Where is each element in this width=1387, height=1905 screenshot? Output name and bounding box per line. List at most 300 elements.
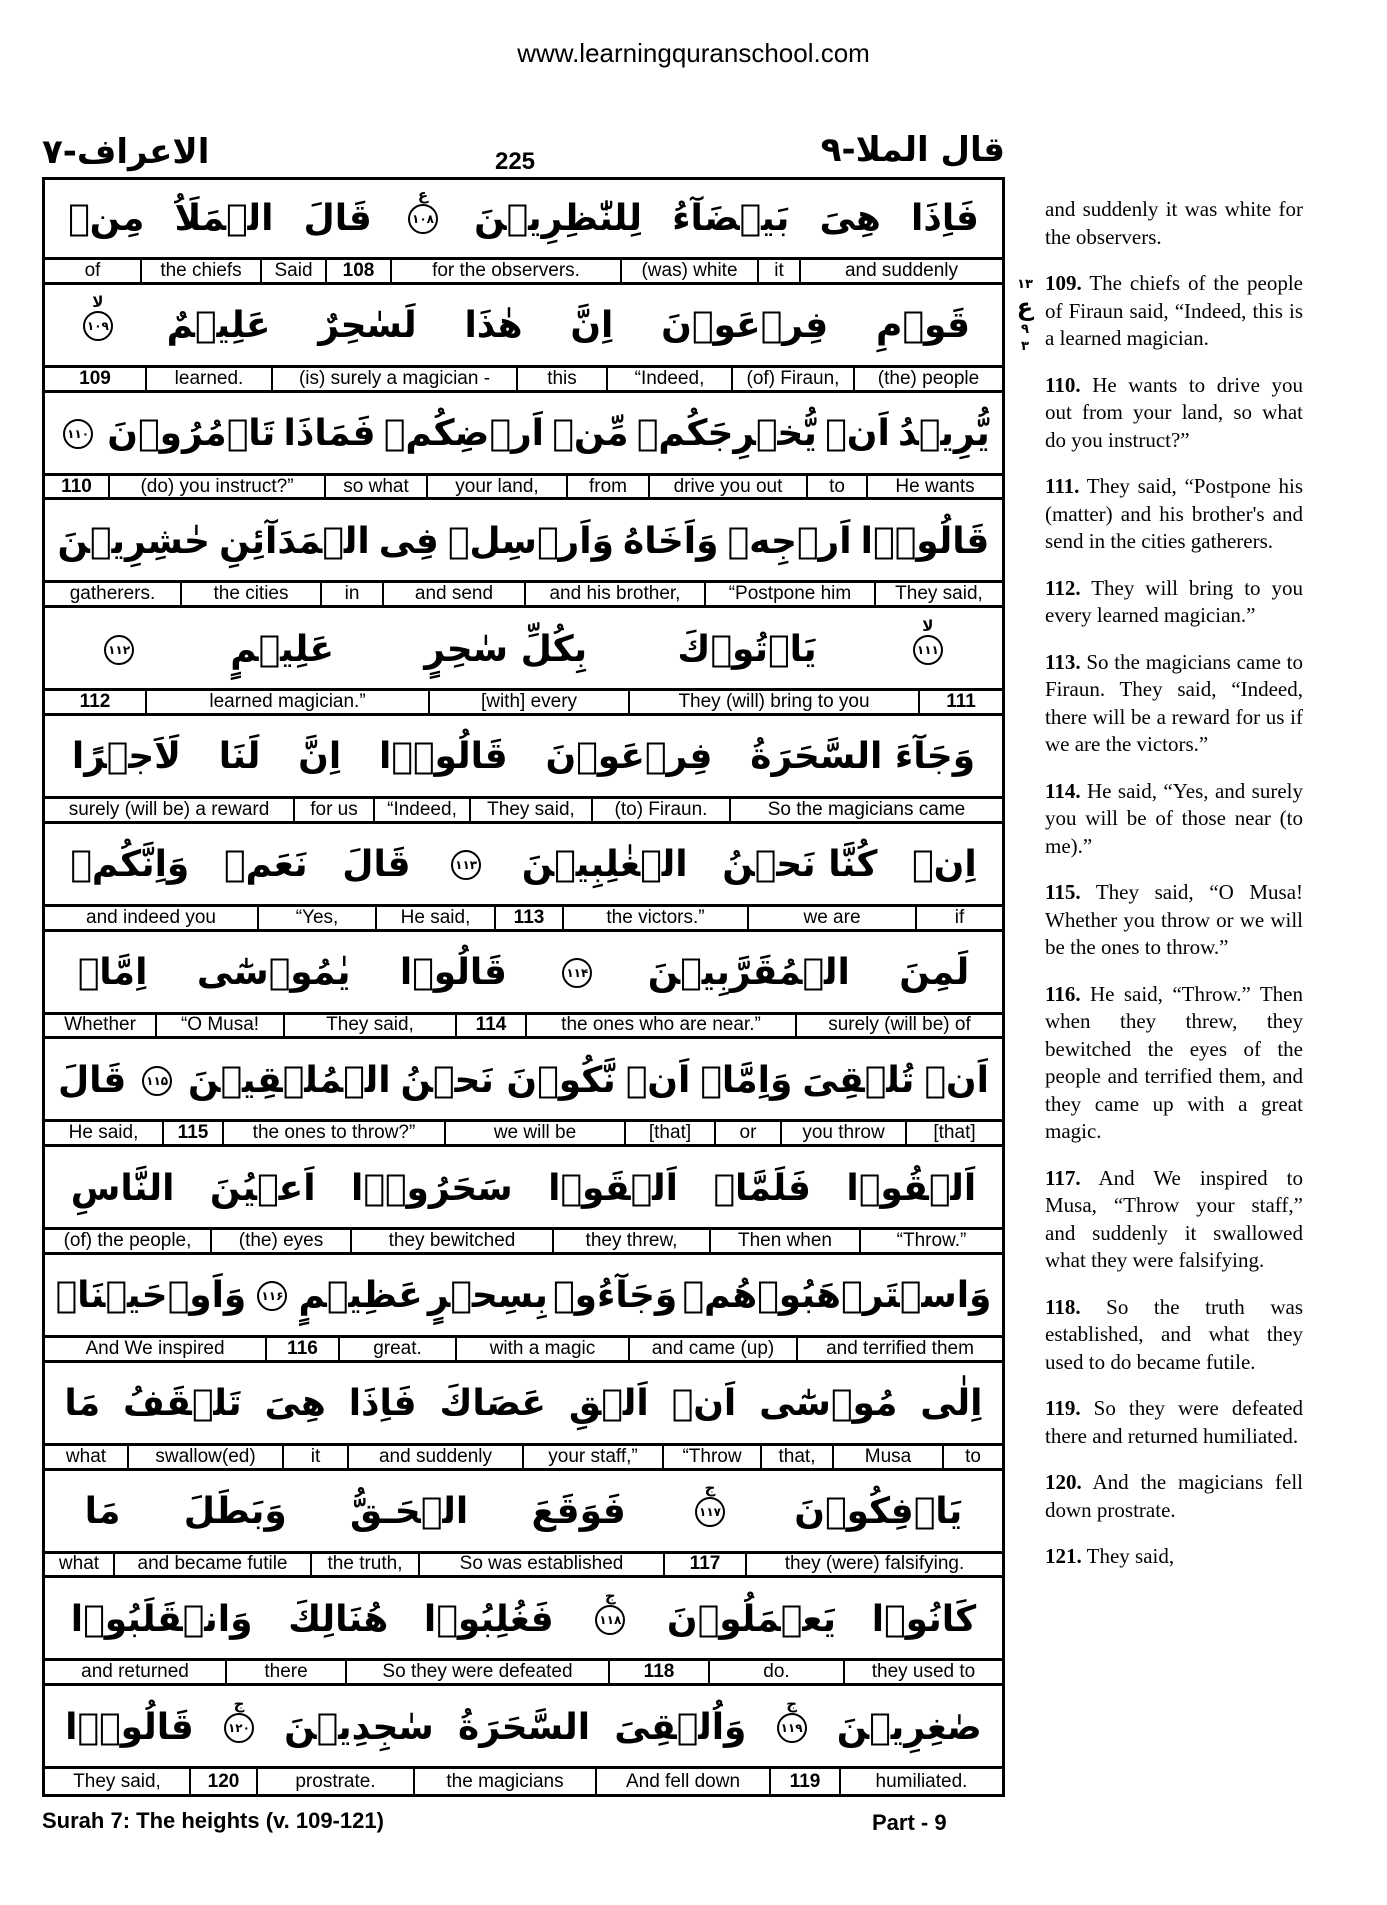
arabic-word: يَاۡتُوۡكَ (677, 628, 817, 670)
verse-number-cell: 114 (455, 1015, 525, 1037)
gloss-cell: “Throw.” (859, 1230, 1002, 1252)
arabic-word: وَجَآءَ السَّحَرَةُ (750, 736, 976, 778)
arabic-word: تُلۡقِىَ (802, 1059, 915, 1101)
arabic-line (45, 1150, 1002, 1230)
verse-number-cell: 117 (663, 1554, 745, 1576)
arabic-word: كَانُوۡا (871, 1598, 977, 1640)
verse-row (45, 503, 1002, 611)
arabic-word: هٰذَا (464, 305, 523, 347)
pause-sign: ج (704, 1479, 716, 1498)
verse-end-marker-icon (224, 1713, 254, 1743)
verse-number-cell: 120 (189, 1769, 256, 1794)
arabic-word: مَا (84, 1491, 121, 1533)
arabic-word: عَصَاكَ (439, 1383, 547, 1425)
gloss-cell: Musa (832, 1446, 942, 1468)
arabic-word: اَلۡقِ (568, 1383, 649, 1425)
english-gloss-line (45, 1122, 1002, 1147)
verse-end-group (451, 832, 481, 898)
pause-sign: ع (417, 185, 429, 204)
english-gloss-line (45, 691, 1002, 716)
gloss-cell: the chiefs (140, 260, 260, 282)
arabic-word: الۡمَلَاُ (174, 197, 274, 239)
gloss-cell: this (516, 368, 606, 390)
english-gloss-line (45, 1338, 1002, 1363)
arabic-word: تَاۡمُرُوۡنَ (107, 413, 276, 455)
verse-end-marker-icon (562, 958, 592, 988)
verse-end-marker-icon (451, 850, 481, 880)
arabic-word: قَالَ (57, 1059, 127, 1101)
gloss-cell: (was) white (620, 260, 757, 282)
verse-end-marker-icon (695, 1497, 725, 1527)
surah-label: Surah 7: The heights (v. 109-121) (42, 1808, 384, 1833)
arabic-word: فَاِذَا (911, 197, 979, 239)
gloss-cell: and returned (81, 1661, 189, 1683)
translation-verse-number: 110. (1045, 372, 1081, 397)
gloss-cell: “O Musa! (155, 1015, 283, 1037)
verse-row (45, 288, 1002, 396)
verse-end-number: ۱۱۴ (566, 966, 589, 981)
arabic-word: عَلِيۡمٍ (230, 628, 335, 670)
gloss-cell: “Postpone him (704, 583, 874, 605)
gloss-cell: what (65, 1445, 107, 1467)
arabic-word: حٰشِرِيۡنَ (57, 520, 211, 562)
verse-end-number: ۱۱۷ (699, 1505, 722, 1520)
arabic-word: هِىَ (264, 1383, 326, 1425)
verse-row (45, 180, 1002, 288)
arabic-word: الۡمُلۡقِيۡنَ (188, 1059, 391, 1101)
arabic-word: وَاِنَّكُمۡ (70, 844, 190, 886)
arabic-word: وَانۡقَلَبُوۡا (70, 1598, 253, 1640)
gloss-cell: in (320, 583, 382, 605)
arabic-word: اِلٰى (920, 1383, 983, 1425)
arabic-line (45, 1689, 1002, 1769)
page-number: 225 (494, 148, 536, 175)
english-gloss-line (45, 583, 1002, 608)
gloss-cell: you throw (780, 1122, 905, 1144)
translation-column (1045, 196, 1303, 1590)
arabic-word: لَسٰحِرٌ (318, 305, 417, 347)
translation-verse-number: 116. (1045, 981, 1081, 1006)
gloss-cell: “Yes, (257, 907, 375, 929)
verse-end-group (83, 293, 113, 359)
arabic-word: يَاۡفِكُوۡنَ (794, 1491, 963, 1533)
translation-continued: and suddenly it was white for the observers. (1045, 197, 1303, 249)
gloss-cell: if (915, 907, 1002, 929)
gloss-cell: there (225, 1661, 345, 1683)
translation-verse-text: He wants to drive you out from your land, so what do you instruct?” (1045, 372, 1303, 452)
arabic-line (45, 827, 1002, 907)
arabic-word: وَجَآءُوۡ (553, 1275, 678, 1317)
gloss-cell: prostrate. (256, 1769, 413, 1794)
translation-verse (1045, 778, 1303, 861)
gloss-cell: they (were) falsifying. (745, 1554, 1002, 1576)
translation-verse-number: 114. (1045, 778, 1081, 803)
gloss-cell: we will be (444, 1122, 624, 1144)
verse-end-number: ۱۱۱ (916, 642, 939, 657)
gloss-cell: humiliated. (839, 1769, 1002, 1794)
ruku-marker-letter: ع (1016, 293, 1034, 321)
arabic-word: نَعَمۡ (223, 844, 308, 886)
arabic-word: الۡحَـقُّ (350, 1491, 469, 1533)
arabic-word: وَاَوۡحَيۡنَاۤ (55, 1275, 247, 1317)
gloss-cell: the magicians (413, 1769, 595, 1794)
verse-end-marker-icon (777, 1713, 807, 1743)
verse-end-marker-icon (408, 204, 438, 234)
arabic-word: فَلَمَّاۤ (713, 1167, 811, 1209)
gloss-cell: great. (338, 1338, 455, 1360)
verse-end-number: ۱۱۵ (146, 1073, 169, 1088)
verse-end-group (104, 617, 134, 683)
translation-verse (1045, 879, 1303, 962)
gloss-cell: the victors.” (562, 907, 747, 929)
gloss-cell: the ones who are near.” (525, 1015, 795, 1037)
verse-number-cell: 109 (79, 367, 111, 389)
english-gloss-line (45, 1230, 1002, 1255)
gloss-cell: “Indeed, (373, 799, 469, 821)
translation-verse-number: 112. (1045, 575, 1081, 600)
arabic-word: اِنَّ (570, 305, 614, 347)
verse-row (45, 611, 1002, 719)
gloss-cell: and became futile (113, 1554, 310, 1576)
word-by-word-table (42, 177, 1005, 1797)
arabic-word: اِنۡ (912, 844, 977, 886)
gloss-cell: from (566, 476, 648, 498)
arabic-word: يٰمُوۡسٰٓى (196, 952, 351, 994)
english-gloss-line (45, 1661, 1002, 1686)
translation-verse-text: And We inspired to Musa, “Throw your staff,” and suddenly it swallowed what they were falsifying. (1045, 1165, 1303, 1272)
arabic-word: قَالُوۡۤا (65, 1706, 194, 1748)
english-gloss-line (45, 1446, 1002, 1471)
verse-row (45, 1689, 1002, 1797)
arabic-line (45, 1366, 1002, 1446)
arabic-word: مِّنۡ (552, 413, 629, 455)
verse-end-marker-icon (595, 1605, 625, 1635)
verse-row (45, 1366, 1002, 1474)
arabic-word: قَوۡمِ (875, 305, 971, 347)
gloss-cell: He wants (866, 476, 1002, 498)
gloss-cell: They said, (874, 583, 1002, 605)
translation-verse (1045, 1395, 1303, 1450)
gloss-cell: And We inspired (85, 1337, 225, 1359)
gloss-cell: they bewitched (350, 1230, 552, 1252)
ruku-marker-top: ۱۳ (1017, 277, 1033, 292)
verse-number-cell: 116 (265, 1338, 338, 1360)
verse-number-cell: 118 (608, 1661, 708, 1683)
gloss-cell: And fell down (595, 1769, 769, 1794)
arabic-word: كُنَّا نَحۡنُ (722, 844, 878, 886)
verse-number-cell: 110 (61, 475, 92, 497)
gloss-cell: [with] every (428, 691, 628, 713)
verse-row (45, 1258, 1002, 1366)
verse-end-group (408, 186, 438, 252)
translation-verse (1045, 1543, 1303, 1571)
verse-end-group (224, 1695, 254, 1761)
arabic-word: صٰغِرِيۡنَ (836, 1706, 982, 1748)
gloss-cell: gatherers. (69, 583, 156, 605)
verse-end-marker-icon (913, 635, 943, 665)
gloss-cell: surely (will be) of (795, 1015, 1002, 1037)
verse-end-number: ۱۱۲ (108, 642, 131, 657)
gloss-cell: (of) Firaun, (731, 368, 853, 390)
arabic-word: سَحَرُوۡۤا (350, 1167, 513, 1209)
verse-number-cell: 108 (325, 260, 390, 282)
gloss-cell: it (282, 1446, 347, 1468)
arabic-word: النَّاسِ (70, 1167, 175, 1209)
translation-verse-number: 119. (1045, 1396, 1081, 1420)
verse-row (45, 1474, 1002, 1582)
english-gloss-line (45, 260, 1002, 285)
verse-row (45, 1042, 1002, 1150)
arabic-word: تَلۡقَفُ (123, 1383, 242, 1425)
arabic-word: السَّحَرَةُ (458, 1706, 591, 1748)
translation-verse-text: So the magicians came to Firaun. They said, “Indeed, there will be a reward for us if we are the victors.” (1045, 649, 1304, 756)
gloss-cell: (of) the people, (63, 1230, 192, 1252)
arabic-word: اَنۡ (625, 1059, 691, 1101)
arabic-word: عَلِيۡمٌ (166, 305, 271, 347)
arabic-word: قَالَ (303, 197, 372, 239)
pause-sign: ج (786, 1694, 798, 1713)
translation-verse-number: 118. (1045, 1294, 1081, 1319)
gloss-cell: to (806, 476, 866, 498)
english-gloss-line (45, 799, 1002, 824)
verse-end-number: ۱۱۰ (67, 427, 90, 442)
pause-sign: لا (922, 616, 934, 635)
arabic-word: اَلۡقَوۡا (548, 1167, 678, 1209)
english-gloss-line (45, 907, 1002, 932)
translation-verse (1045, 270, 1303, 353)
arabic-word: لَنَا (218, 736, 261, 778)
gloss-cell: Then when (709, 1230, 859, 1252)
arabic-word: اَنۡ (671, 1383, 737, 1425)
arabic-word: فِى (378, 520, 439, 562)
gloss-cell: and send (382, 583, 524, 605)
arabic-word: هُنَالِكَ (288, 1598, 389, 1640)
english-gloss-line (45, 476, 1002, 501)
gloss-cell: to (942, 1446, 1002, 1468)
translation-verse-text: They said, (1086, 1544, 1175, 1568)
translation-verse-number: 121. (1045, 1544, 1082, 1568)
verse-row (45, 1581, 1002, 1689)
gloss-cell: for the observers. (390, 260, 620, 282)
verse-end-number: ۱۱۹ (780, 1720, 803, 1735)
translation-verse-text: So the truth was established, and what they used to do became futile. (1045, 1294, 1303, 1374)
arabic-word: فَاِذَا (348, 1383, 417, 1425)
verse-end-marker-icon (142, 1066, 172, 1096)
arabic-line (45, 935, 1002, 1015)
arabic-word: لَاَجۡرًا (71, 736, 181, 778)
arabic-word: اَنۡ (924, 1059, 989, 1101)
arabic-line (45, 1258, 1002, 1338)
gloss-cell: and his brother, (524, 583, 704, 605)
english-gloss-line (45, 1015, 1002, 1040)
arabic-word: اَنۡ (825, 413, 890, 455)
gloss-cell: “Throw (662, 1446, 760, 1468)
site-url[interactable]: www.learningquranschool.com (517, 38, 870, 68)
verse-end-marker-icon (104, 635, 134, 665)
arabic-word: بَيۡضَآءُ (672, 197, 790, 239)
arabic-word: فَوَقَعَ (531, 1491, 626, 1533)
verse-end-group (562, 940, 592, 1006)
arabic-word: بِكُلِّ سٰحِرٍ (424, 628, 588, 670)
gloss-cell: your staff,” (522, 1446, 662, 1468)
gloss-cell: So was established (418, 1554, 663, 1576)
gloss-cell: (do) you instruct?” (108, 476, 324, 498)
arabic-word: الۡمُقَرَّبِيۡنَ (647, 952, 850, 994)
arabic-word: مَا (64, 1383, 101, 1425)
translation-verse-number: 120. (1045, 1470, 1082, 1494)
gloss-cell: learned magician.” (145, 691, 428, 713)
surah-name-arabic: الاعراف-۷ (42, 132, 210, 172)
gloss-cell: the truth, (310, 1554, 418, 1576)
arabic-word: فَمَاذَا (283, 413, 376, 455)
gloss-cell: [that] (905, 1122, 1002, 1144)
english-gloss-line (45, 1769, 1002, 1794)
ruku-marker-number: ۹ (1021, 322, 1029, 337)
gloss-cell: of (84, 260, 101, 281)
gloss-cell: it (757, 260, 799, 282)
gloss-cell: drive you out (648, 476, 806, 498)
arabic-word: فِرۡعَوۡنَ (545, 736, 713, 778)
verse-end-number: ۱۱۳ (455, 858, 478, 873)
verse-row (45, 935, 1002, 1043)
gloss-cell: Said (260, 260, 325, 282)
verse-end-number: ۱۱۶ (261, 1289, 284, 1304)
translation-verse-text: And the magicians fell down prostrate. (1045, 1470, 1304, 1522)
verse-row (45, 396, 1002, 504)
arabic-line (45, 611, 1002, 691)
gloss-cell: surely (will be) a reward (68, 798, 270, 820)
arabic-word: يُّرِيۡدُ (897, 413, 990, 455)
gloss-cell: with a magic (455, 1338, 628, 1360)
arabic-word: وَاسۡتَرۡهَبُوۡهُمۡ (682, 1275, 992, 1317)
arabic-word: اِنَّ (298, 736, 342, 778)
ruku-marker-bottom: ۳ (1021, 339, 1029, 354)
gloss-cell: They said, (283, 1015, 455, 1037)
verse-end-group (913, 617, 943, 683)
pause-sign: لا (92, 293, 104, 312)
verse-number-cell: 115 (162, 1122, 222, 1144)
pause-sign: ج (233, 1694, 245, 1713)
arabic-line (45, 719, 1002, 799)
verse-end-group (595, 1587, 625, 1653)
verse-end-number: ۱۱۸ (599, 1612, 622, 1627)
verse-end-marker-icon (83, 311, 113, 341)
arabic-word: وَاُلۡقِىَ (614, 1706, 747, 1748)
gloss-cell: that, (760, 1446, 832, 1468)
translation-verse-text: They said, “Postpone his (matter) and his brother's and send in the cities gatherers. (1045, 474, 1303, 553)
gloss-cell: (the) people (853, 368, 1002, 390)
arabic-word: لَمِنَ (899, 952, 970, 994)
arabic-word: سٰجِدِيۡنَ (284, 1706, 434, 1748)
arabic-word: لِلنّٰظِرِيۡنَ (474, 197, 643, 239)
english-gloss-line (45, 1554, 1002, 1579)
gloss-cell: So they were defeated (345, 1661, 608, 1683)
translation-verse (1045, 1165, 1303, 1275)
translation-verse (1045, 1294, 1303, 1377)
arabic-word: اَرۡضِكُمۡ (383, 413, 545, 455)
verse-number-cell: 119 (769, 1769, 839, 1794)
arabic-word: اَلۡقُوۡا (846, 1167, 977, 1209)
arabic-word: فَغُلِبُوۡا (423, 1598, 554, 1640)
gloss-cell: Whether (64, 1014, 136, 1036)
translation-verse (1045, 575, 1303, 630)
verse-end-number: ۱۲۰ (227, 1720, 250, 1735)
arabic-word: يُّخۡرِجَكُمۡ (636, 413, 817, 455)
gloss-cell: So the magicians came (729, 799, 1002, 821)
gloss-cell: or (714, 1122, 780, 1144)
arabic-word: وَاِمَّاۤ (700, 1059, 793, 1101)
arabic-word: نَّكُوۡنَ نَحۡنُ (400, 1059, 616, 1101)
arabic-word: الۡمَدَآئِنِ (219, 520, 370, 562)
translation-verse-number: 113. (1045, 649, 1081, 674)
arabic-word: اَرۡجِهۡ (727, 520, 852, 562)
arabic-word: عَظِيۡمٍ (298, 1275, 423, 1317)
verse-number-cell: 113 (494, 907, 562, 929)
arabic-word: مِنۡ (68, 197, 145, 239)
gloss-cell: (is) surely a magician - (271, 368, 516, 390)
gloss-cell: and suddenly (347, 1446, 522, 1468)
translation-verse (1045, 981, 1303, 1146)
arabic-line (45, 396, 1002, 476)
gloss-cell: swallow(ed) (127, 1446, 282, 1468)
arabic-line (45, 1042, 1002, 1122)
gloss-cell: and suddenly (799, 260, 1002, 282)
verse-end-group (695, 1479, 725, 1545)
arabic-word: اَعۡيُنَ (209, 1167, 316, 1209)
translation-verse (1045, 649, 1303, 759)
gloss-cell: your land, (426, 476, 566, 498)
arabic-word: اِمَّاۤ (77, 952, 148, 994)
translation-verse-text: They said, “O Musa! Whether you throw or we will be the ones to throw.” (1045, 880, 1304, 959)
pause-sign: ج (604, 1586, 616, 1605)
gloss-cell: [that] (624, 1122, 714, 1144)
arabic-word: مُوۡسٰٓى (759, 1383, 898, 1425)
translation-verse-number: 117. (1045, 1165, 1081, 1190)
verse-end-number: ۱۰۹ (86, 319, 109, 334)
translation-verse-text: They will bring to you every learned magician.” (1045, 575, 1304, 627)
translation-verse (1045, 372, 1303, 455)
translation-verse-text: He said, “Throw.” Then when they threw, they bewitched the eyes of the people and terrified them, and they came up with a great magic. (1045, 981, 1303, 1143)
verse-row (45, 827, 1002, 935)
english-gloss-line (45, 368, 1002, 393)
gloss-cell: He said, (68, 1122, 139, 1144)
arabic-line (45, 288, 1002, 368)
gloss-cell: they threw, (552, 1230, 709, 1252)
gloss-cell: and indeed you (86, 906, 216, 928)
gloss-cell: (the) eyes (210, 1230, 350, 1252)
gloss-cell: He said, (375, 907, 494, 929)
arabic-word: وَاَخَاهُ (623, 520, 719, 562)
arabic-word: قَالُوۡا (399, 952, 507, 994)
verse-number-cell: 111 (918, 691, 1002, 713)
arabic-word: قَالُوۡۤا (860, 520, 990, 562)
gloss-cell: the cities (180, 583, 320, 605)
arabic-word: وَبَطَلَ (183, 1491, 287, 1533)
gloss-cell: They said, (469, 799, 591, 821)
gloss-cell: so what (324, 476, 426, 498)
translation-verse (1045, 473, 1303, 556)
gloss-cell: and came (up) (628, 1338, 796, 1360)
verse-row (45, 1150, 1002, 1258)
arabic-line (45, 1581, 1002, 1661)
gloss-cell: They said, (73, 1770, 161, 1792)
translation-verse-number: 111. (1045, 474, 1080, 498)
juz-name-arabic: قال الملا-۹ (820, 130, 1005, 170)
verse-end-group (257, 1263, 287, 1329)
arabic-word: الۡغٰلِبِيۡنَ (521, 844, 688, 886)
arabic-line (45, 180, 1002, 260)
translation-verse (1045, 1469, 1303, 1524)
